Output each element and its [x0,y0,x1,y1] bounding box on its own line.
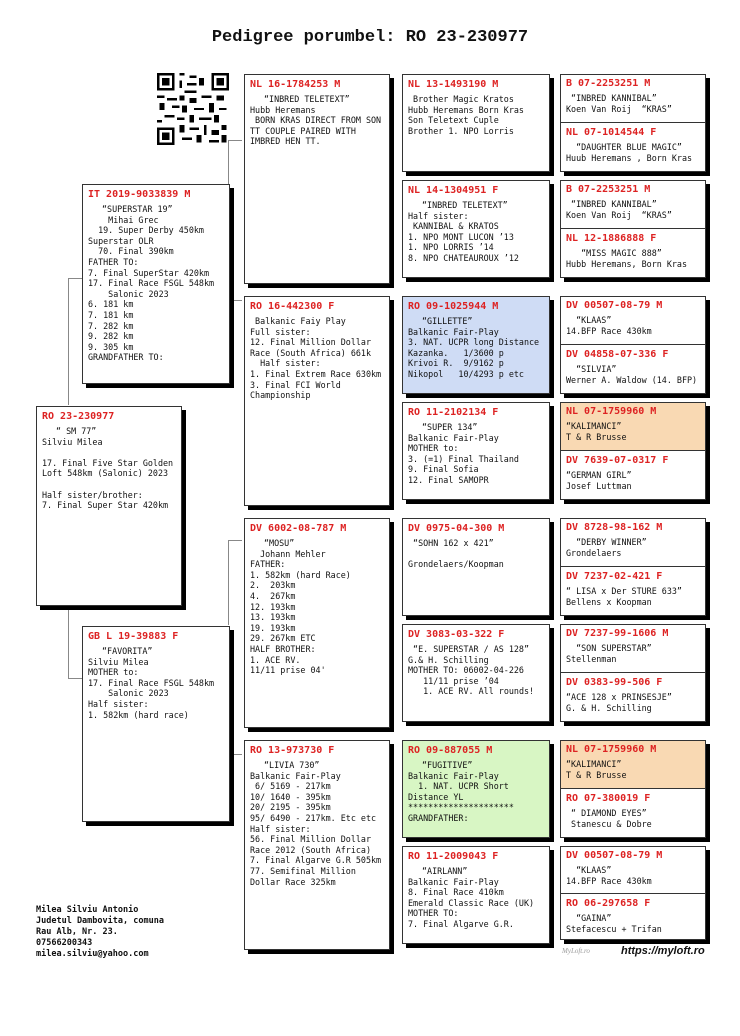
pigeon-details: Balkanic Fair-Play 3. NAT. UCPR long Distance Kazanka. 1/3600 p Krivoi R. 9/9162 p Nikopol 10/4293 p etc [408,326,540,379]
pair-divider [561,344,705,345]
pedigree-card-dam[interactable] [82,626,230,822]
pair-divider [561,122,705,123]
pigeon-details: Silviu Milea MOTHER to: 17. Final Race FSGL 548km Salonic 2023 Half sister: 1. 582km (hard race) [88,656,215,720]
pigeon-details: Balkanic Faiy Play Full sister: 12. Final Million Dollar Race (South Africa) 661k Half sister: 1. Final Extrem Race 630km 3. Final FCI World Championship [250,316,382,401]
pedigree-card-gen4-pair[interactable] [560,180,706,278]
pedigree-card-sire[interactable] [82,184,230,384]
ring-number: DV 7237-02-421 F [566,571,663,582]
pedigree-card-gen2[interactable] [244,518,390,728]
pair-divider [561,566,705,567]
pedigree-card-gen3[interactable] [402,402,550,500]
pigeon-name: “GILLETTE” [422,316,473,326]
ring-number: RO 16-442300 F [250,301,335,312]
pigeon-details: “SOHN 162 x 421” Grondelaers/Koopman [408,538,504,570]
pedigree-card-gen2[interactable] [244,296,390,506]
qr-code-icon [157,73,229,145]
pedigree-card-gen4-pair[interactable] [560,518,706,616]
pigeon-details: Half sister: KANNIBAL & KRATOS 1. NPO MONT LUCON ’13 1. NPO LORRIS ’14 8. NPO CHATEAUROUX ’12 [408,210,519,263]
pedigree-card-gen3[interactable] [402,296,550,394]
pedigree-card-gen4-pair[interactable] [560,846,706,940]
pigeon-details: “KALIMANCI” T & R Brusse [566,759,627,780]
pedigree-card-gen4-pair[interactable] [560,296,706,394]
pigeon-details: Brother Magic Kratos Hubb Heremans Born Kras Son Teletext Cuple Brother 1. NPO Lorris [408,94,524,136]
ring-number: RO 07-380019 F [566,793,651,804]
pigeon-details: “GAINA” Stefacescu + Trifan [566,913,662,934]
pedigree-card-gen3[interactable] [402,518,550,616]
ring-number: RO 23-230977 [42,411,115,422]
pair-divider [561,450,705,451]
pedigree-card-gen3[interactable] [402,740,550,838]
ring-number: DV 0383-99-506 F [566,677,663,688]
pigeon-details: “INBRED KANNIBAL” Koen Van Roij “KRAS” [566,93,672,114]
pigeon-name: “MOSU” [264,538,295,548]
ring-number: NL 07-1759960 M [566,406,657,417]
ring-number: NL 13-1493190 M [408,79,499,90]
owner-address-line: Rau Alb, Nr. 23. [36,927,118,937]
ring-number: DV 3083-03-322 F [408,629,505,640]
pair-divider [561,893,705,894]
pigeon-name: “ SM 77” [56,426,97,436]
ring-number: RO 13-973730 F [250,745,335,756]
pigeon-details: “DERBY WINNER” Grondelaers [566,537,647,558]
pedigree-card-gen4-pair[interactable] [560,740,706,838]
ring-number: DV 04858-07-336 F [566,349,669,360]
pedigree-card-gen2[interactable] [244,74,390,284]
pigeon-details: “ LISA x Der STURE 633” Bellens x Koopman [566,586,682,607]
pedigree-card-gen4-pair[interactable] [560,402,706,500]
pedigree-card-gen3[interactable] [402,846,550,944]
pigeon-name: “LIVIA 730” [264,760,320,770]
pigeon-details: “KLAAS” 14.BFP Race 430km [566,315,652,336]
pigeon-details: Mihai Grec 19. Super Derby 450km Superstar OLR 70. Final 390km FATHER TO: 7. Final SuperStar 420km 17. Final Race FSGL 548km Salonic 2023 6. 181 km 7. 181 km 7. 282 km 9. 282 km 9. 305 km GRANDFATHER TO: [88,214,215,363]
ring-number: B 07-2253251 M [566,184,651,195]
pedigree-card-gen2[interactable] [244,740,390,950]
ring-number: IT 2019-9033839 M [88,189,191,200]
owner-email[interactable]: milea.silviu@yahoo.com [36,949,149,959]
pedigree-card-gen3[interactable] [402,180,550,278]
pigeon-name: “AIRLANN” [422,866,468,876]
pigeon-name: “INBRED TELETEXT” [264,94,350,104]
pedigree-card-gen4-pair[interactable] [560,624,706,722]
page-title: Pedigree porumbel: RO 23-230977 [211,28,529,47]
pair-divider [561,228,705,229]
pigeon-details: “E. SUPERSTAR / AS 128” G.& H. Schilling MOTHER TO: 06002-04-226 11/11 prise ’04 1. ACE RV. All rounds! [408,644,535,697]
ring-number: DV 8728-98-162 M [566,522,663,533]
ring-number: RO 06-297658 F [566,898,651,909]
pigeon-details: “INBRED KANNIBAL” Koen Van Roij “KRAS” [566,199,672,220]
site-link[interactable]: https://myloft.ro [621,945,705,957]
pigeon-details: Balkanic Fair-Play 6/ 5169 - 217km 10/ 1640 - 395km 20/ 2195 - 395km 95/ 6490 - 217km. Etc etc Half sister: 56. Final Million Dollar Race 2012 (South Africa) 7. Final Algarve G.R 505km 77. Semifinal Million Dollar Race 325km [250,770,382,887]
pigeon-details: “DAUGHTER BLUE MAGIC” Huub Heremans , Born Kras [566,142,693,163]
pigeon-details: Balkanic Fair-Play 8. Final Race 410km Emerald Classic Race (UK) MOTHER TO: 7. Final Algarve G.R. [408,876,535,929]
ring-number: RO 09-1025944 M [408,301,499,312]
signature-mark: MyLoft.ro [562,947,590,955]
ring-number: NL 16-1784253 M [250,79,341,90]
ring-number: DV 00507-08-79 M [566,850,663,861]
pigeon-details: “MISS MAGIC 888” Hubb Heremans, Born Kras [566,248,688,269]
pedigree-card-gen4-pair[interactable] [560,74,706,172]
pigeon-name: “FUGITIVE” [422,760,473,770]
pigeon-details: Silviu Milea 17. Final Five Star Golden Loft 548km (Salonic) 2023 Half sister/brother: 7. Final Super Star 420km [42,436,174,511]
ring-number: RO 09-887055 M [408,745,493,756]
owner-address-line: Judetul Dambovita, comuna [36,916,164,926]
pigeon-name: “SUPERSTAR 19” [102,204,173,214]
pigeon-details: “SON SUPERSTAR” Stellenman [566,643,652,664]
pigeon-details: Johann Mehler FATHER: 1. 582km (hard Race) 2. 203km 4. 267km 12. 193km 13. 193km 19. 193km 29. 267km ETC HALF BROTHER: 1. ACE RV. 11/11 prise 04' [250,548,351,676]
pedigree-card-subject[interactable] [36,406,182,606]
pigeon-details: “ACE 128 x PRINSESJE” G. & H. Schilling [566,692,672,713]
ring-number: DV 0975-04-300 M [408,523,505,534]
ring-number: NL 07-1759960 M [566,744,657,755]
ring-number: DV 6002-08-787 M [250,523,347,534]
ring-number: DV 7639-07-0317 F [566,455,669,466]
pigeon-details: “ DIAMOND EYES” Stanescu & Dobre [571,808,652,829]
pedigree-card-gen3[interactable] [402,624,550,722]
ring-number: RO 11-2102134 F [408,407,499,418]
pigeon-details: Balkanic Fair-Play MOTHER to: 3. (=1) Final Thailand 9. Final Sofia 12. Final SAMOPR [408,432,519,485]
pigeon-details: “KALIMANCI” T & R Brusse [566,421,627,442]
pedigree-card-gen3[interactable] [402,74,550,172]
pigeon-details: Hubb Heremans BORN KRAS DIRECT FROM SON TT COUPLE PAIRED WITH IMBRED HEN TT. [250,104,382,147]
pair-divider [561,788,705,789]
ring-number: GB L 19-39883 F [88,631,179,642]
ring-number: RO 11-2009043 F [408,851,499,862]
ring-number: NL 07-1014544 F [566,127,657,138]
ring-number: DV 7237-99-1606 M [566,628,669,639]
pigeon-details: “SILVIA” Werner A. Waldow (14. BFP) [566,364,698,385]
owner-name: Milea Silviu Antonio [36,905,139,915]
pigeon-details: “GERMAN GIRL” Josef Luttman [566,470,632,491]
ring-number: DV 00507-08-79 M [566,300,663,311]
owner-contact [36,905,164,960]
pigeon-name: “INBRED TELETEXT” [422,200,508,210]
pigeon-details: Balkanic Fair-Play 1. NAT. UCPR Short Distance YL ********************* GRANDFATHER: [408,770,514,823]
pigeon-name: “SUPER 134” [422,422,478,432]
pair-divider [561,672,705,673]
owner-phone: 07566200343 [36,938,93,948]
pigeon-details: “KLAAS” 14.BFP Race 430km [566,865,652,886]
ring-number: NL 12-1886888 F [566,233,657,244]
ring-number: B 07-2253251 M [566,78,651,89]
pigeon-name: “FAVORITA” [102,646,153,656]
ring-number: NL 14-1304951 F [408,185,499,196]
